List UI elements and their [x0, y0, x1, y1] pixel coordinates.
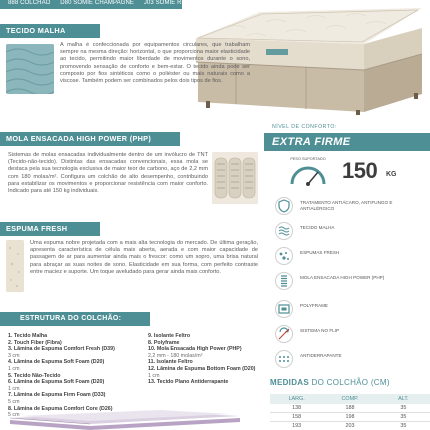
table-cell: 35 — [377, 422, 430, 430]
code-somie-rose: J03 SOMIÊ ROSÉ — [143, 0, 195, 6]
column-header: LARG. — [270, 394, 323, 404]
feature-text: ANTIDERRAPANTE — [300, 353, 342, 358]
table-cell: 198 — [323, 413, 376, 422]
comfort-level-label: NÍVEL DE CONFORTO: — [272, 124, 337, 130]
list-item — [148, 359, 268, 366]
list-item — [148, 346, 268, 353]
anti-slip-icon — [275, 350, 293, 368]
foam-image — [6, 240, 24, 292]
section-title-estrutura: ESTRUTURA DO COLCHÃO: — [0, 312, 150, 326]
list-item-label: 7. Lâmina de Espuma Firm Foam (D33) — [8, 392, 106, 399]
list-item-label: 2. Touch Fiber (Fibra) — [8, 339, 62, 346]
feature-text: MOLA ENSACADA HIGH POWER (PHP) — [300, 275, 385, 280]
weight-value: 150 — [342, 158, 378, 183]
structure-list-right — [148, 333, 268, 386]
list-item — [148, 379, 268, 386]
list-item — [8, 392, 146, 399]
comfort-level-value: EXTRA FIRME — [264, 133, 430, 151]
fabric-image — [6, 44, 54, 94]
dimensions-title-suffix: DO COLCHÃO (CM) — [309, 378, 390, 387]
mattress-layers-image — [10, 404, 240, 430]
section-title-tecido: TECIDO MALHA — [0, 24, 100, 38]
list-item-label: 13. Tecido Plano Antiderrapante — [148, 379, 229, 386]
feature-item — [270, 246, 430, 268]
shield-icon — [275, 197, 293, 215]
list-item-sub: 1 cm — [8, 365, 20, 372]
list-item-label: 9. Isolante Feltro — [148, 333, 191, 339]
list-item-label: 10. Mola Ensacada High Power (PHP) — [148, 346, 242, 353]
list-item-sub: 5 cm — [8, 412, 20, 419]
list-item — [8, 333, 146, 340]
table-cell: 35 — [377, 404, 430, 413]
table-row — [270, 413, 430, 422]
table-cell: 188 — [323, 404, 376, 413]
feature-text: ESPUMAS FRESH — [300, 250, 340, 255]
list-item — [8, 379, 146, 386]
weight-unit: KG — [386, 171, 397, 178]
tecido-description: A malha é confeccionada por equipamentos circulares, que trabalham sempre na mesma direção: horizontal, o que proporciona maior elasticidade ao tecido, permitindo maior liberdade de movimentos durante o sono, promovendo sensação de conforto e bem-estar. O tecido ainda pode ser composto por fios sintéticos como o poliéster ou mais naturais como a viscose. Também podem ser combinados pelos dois tipos de fios. — [60, 42, 250, 85]
feature-text: SISTEMA NO FLIP — [300, 328, 340, 333]
polyframe-icon — [275, 300, 293, 318]
list-item-label: 5. Tecido Não-Tecido — [8, 372, 61, 379]
list-item — [148, 340, 268, 347]
list-item — [8, 340, 146, 347]
list-item-sub: 1 cm — [148, 372, 160, 379]
list-item — [8, 359, 146, 366]
dimensions-title-prefix: MEDIDAS — [270, 378, 309, 387]
foam-icon — [275, 247, 293, 265]
spring-icon — [275, 272, 293, 290]
feature-item — [270, 271, 430, 293]
table-cell: 138 — [270, 404, 323, 413]
table-cell: 158 — [270, 413, 323, 422]
table-row — [270, 404, 430, 413]
feature-item — [270, 196, 430, 218]
code-somie-champagne: D80 SOMIÊ CHAMPAGNE — [60, 0, 135, 6]
model-codes-bar — [0, 0, 195, 9]
weight-gauge-icon — [286, 158, 330, 188]
list-item-sub: 2,2 mm - 180 molas/m² — [148, 352, 203, 359]
list-item-label: 12. Lâmina de Espuma Bottom Foam (D20) — [148, 365, 256, 372]
dimensions-title — [270, 378, 390, 387]
feature-text: TRATAMENTO ANTIÁCARO, ANTIFUNGO E ANTIALÉRGICO — [300, 200, 393, 211]
list-item — [8, 373, 146, 380]
list-item-label: 8. Polyframe — [148, 339, 180, 346]
list-item-label: 4. Lâmina de Espuma Soft Foam (D20) — [8, 359, 105, 366]
table-row — [270, 422, 430, 430]
section-title-espuma: ESPUMA FRESH — [0, 222, 100, 236]
list-item-label: 11. Isolante Feltro — [148, 359, 193, 366]
list-item-label: 1. Tecido Malha — [8, 333, 48, 339]
list-item-sub: 1 cm — [8, 385, 20, 392]
no-flip-icon — [275, 325, 293, 343]
list-item-sub: 3 cm — [8, 352, 20, 359]
table-cell: 203 — [323, 422, 376, 430]
list-item — [148, 333, 268, 340]
feature-text: TECIDO MALHA — [300, 225, 335, 230]
list-item-label: 3. Lâmina de Espuma Comfort Fresh (D39) — [8, 346, 115, 353]
model-codes — [8, 0, 203, 6]
column-header: COMP. — [323, 394, 376, 404]
column-header: ALT. — [377, 394, 430, 404]
feature-item — [270, 299, 430, 321]
dimensions-table — [270, 394, 430, 430]
code-colchao: 888 COLCHÃO — [8, 0, 51, 6]
spring-image — [212, 152, 258, 204]
table-cell: 193 — [270, 422, 323, 430]
feature-text: POLYFRAME — [300, 303, 328, 308]
fabric-icon — [275, 222, 293, 240]
list-item-label: 8. Lâmina de Espuma Comfort Core (D26) — [8, 405, 113, 412]
list-item-sub: 5 cm — [8, 398, 20, 405]
feature-item — [270, 221, 430, 243]
list-item — [148, 366, 268, 373]
section-title-mola: MOLA ENSACADA HIGH POWER (PHP) — [0, 132, 180, 146]
list-item — [8, 346, 146, 353]
mola-description: Sistemas de molas ensacadas individualmente dentro de um invólucro de TNT (Tecido-não-tecido). Distintas das ensacadas convencionais, essa mola se destaca pela sua tecnologia exclusiva de maior teor de carbono, aço de 2,2 mm com 180 molas/m². Configura um colchão de alto desempenho, contribuindo para estabilizar os movimentos e proporcionar resistência com maior conforto. Indicado para até 150 kg individuais. — [8, 152, 208, 195]
table-cell: 35 — [377, 413, 430, 422]
list-item-label: 6. Lâmina de Espuma Soft Foam (D20) — [8, 379, 105, 386]
espuma-description: Uma espuma nobre projetada com a mais alta tecnologia do mercado. De última geração, apresenta característica de célula mais aberta, aerada e com maior capacidade de passagem de ar para aumentar ainda mais o frescor: como um sopro, uma brisa natural para abraçar as suas noites de sono. Elasticidade em sua forma, com perfeito contraste entre maciez e suporte. Um toque aveludado para gerar ainda mais conforto. — [30, 240, 258, 275]
weight-label: PESO SUPORTADO — [290, 157, 326, 161]
feature-item — [270, 349, 430, 371]
feature-item — [270, 324, 430, 346]
